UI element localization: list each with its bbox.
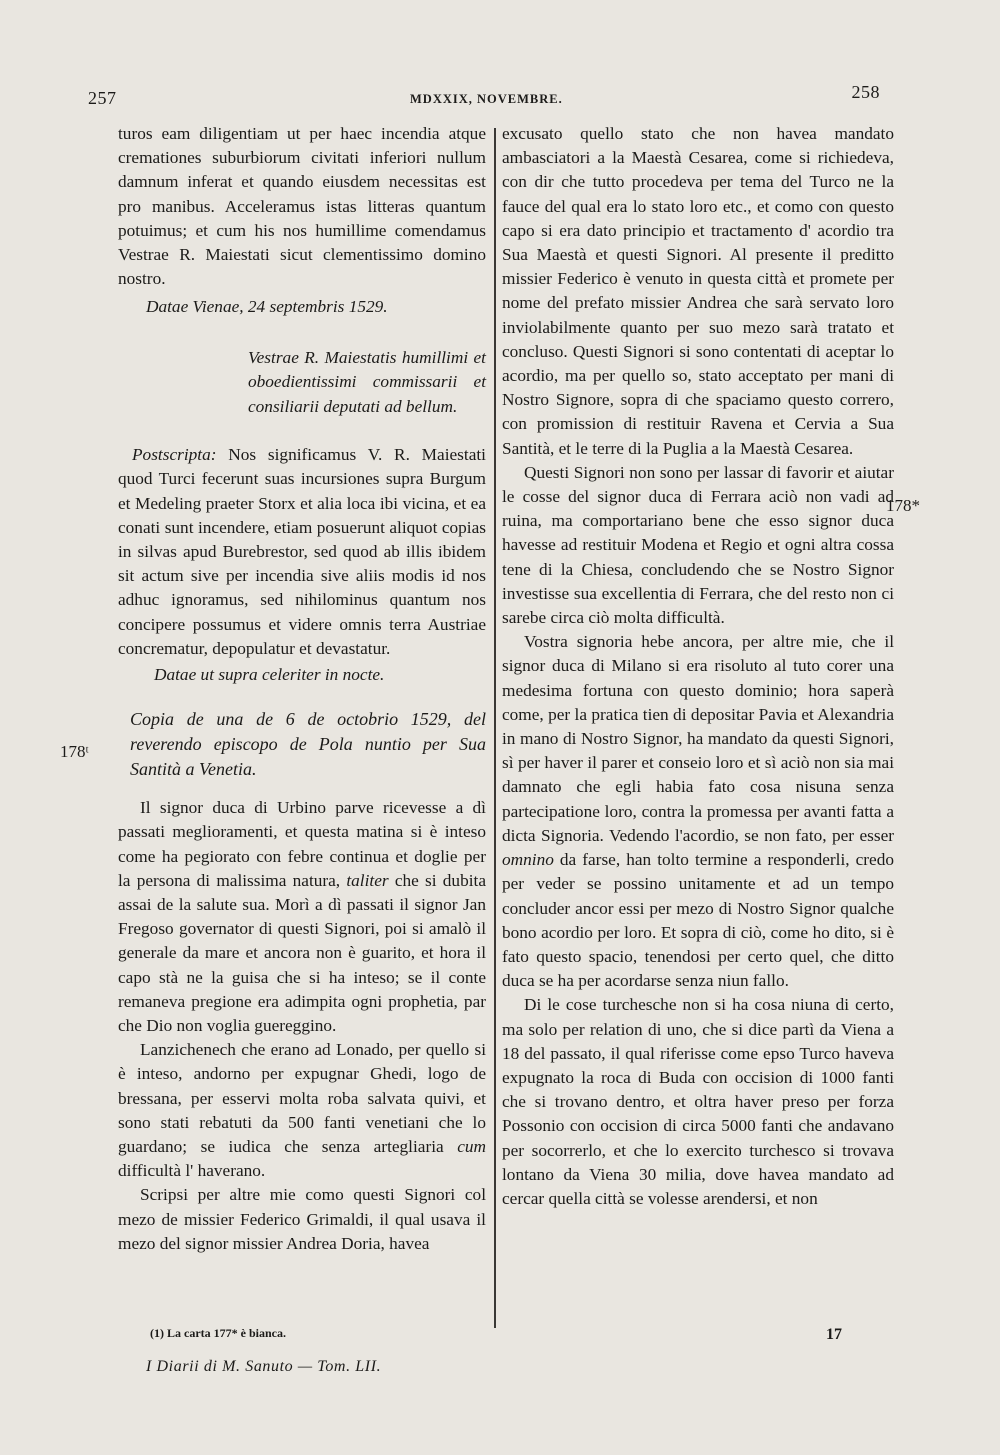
signature-mark: 17 bbox=[826, 1326, 842, 1343]
postscript-label: Postscripta: bbox=[132, 445, 217, 465]
text-span: Lanzichenech che erano ad Lonado, per quello si è inteso, andorno per expugnar Ghedi, logo de bressana, per esservi molta roba salvata quivi, et sono stati rebatuti da 500 fanti venetiani che lo guardano; se iudica che senza artegliaria bbox=[118, 1040, 486, 1156]
margin-note-left: 178ᵗ bbox=[60, 742, 89, 761]
right-column bbox=[502, 122, 894, 1211]
paragraph bbox=[118, 1038, 486, 1183]
paragraph bbox=[502, 630, 894, 993]
book-title-footer: I Diarii di M. Sanuto — Tom. LII. bbox=[146, 1358, 382, 1375]
paragraph bbox=[118, 796, 486, 1038]
paragraph: excusato quello stato che non havea mandato ambasciatori a la Maestà Cesarea, come si richiedeva, con dir che tutto procedeva per tema del Turco ne la fauce del qual era lo stato loro etc., et como con questo capo si era dato principio et tractamento d' acordio tra Sua Maestà et questi Signori. Al presente il preditto missier Federico è venuto in questa città et promete per nome del prefato missier Andrea che sarà servato loro inviolabilmente quanto per suo mezo sarà tratato et concluso. Questi Signori si sono contentati di aceptar lo acordio, ma per quello so, stato acceptato per mani di Nostro Signore, sopra di che spaciamo questo correro, con promission di restituir Ravena et Cervia a Sua Santità, et le terre di la Puglia a la Maestà Cesarea. bbox=[502, 124, 894, 458]
column-divider bbox=[494, 128, 496, 1328]
text-span: Vostra signoria hebe ancora, per altre mie, che il signor duca di Milano si era risoluto al tuto corer una medesima fortuna con questo dominio; hora saperà come, per la pratica tien di depositar Pavia et Alexandria in mano di Nostro Signor, ha mandato da questi Signori, sì per haver il parer et conseio loro et sì aciò non sia mai damnato che egli habia fato cosa nisuna senza partecipatione loro, contra la promessa per avanti fatta a dicta Signoria. Vedendo l'acordio, se non fato, per esser bbox=[502, 632, 894, 845]
page-number-left: 257 bbox=[88, 88, 117, 108]
dateline: Datae Vienae, 24 septembris 1529. bbox=[146, 297, 388, 317]
paragraph: turos eam diligentiam ut per haec incendia atque cremationes suburbiorum civitati inferiori nullum damnum inferat et quando eiusdem necessitas est pro manibus. Acceleramus istas litteras quantum potuimus; et cum his nos humillime comendamus Vestrae R. Maiestati sicut clementissimo domino nostro. bbox=[118, 124, 486, 289]
postscript-text: Nos significamus V. R. Maiestati quod Turci fecerunt suas incursiones supra Burgum et Medeling praeter Storx et alia loca ibi vicina, et ea conati sunt incendere, etiam posuerunt aliquot copias in silvas apud Burebrestor, sed quod ab illis ibidem sit actum sive per incendia sive aliis modis id nos adhuc ignoramus, sed nihilominus quantum nos concipere possumus et videre omnis terra Austriae concrematur, depopulatur et devastatur. bbox=[118, 445, 486, 658]
italic-span: taliter bbox=[346, 870, 389, 890]
paragraph: Questi Signori non sono per lassar di favorir et aiutar le cosse del signor duca di Ferrara aciò non vadi ad ruina, ma comportariano bene che esso signor duca havesse ad restituir Modena et Regio et ogni altra cossa tene di la Chiesa, concludendo che se Nostro Signor investisse sua excellentia di Ferrara, che del resto non ci sarebe circa ciò molta difficultà. bbox=[502, 462, 894, 628]
signature-block: Vestrae R. Maiestatis humillimi et oboedientissimi commissarii et consiliarii deputati ad bellum. bbox=[248, 347, 486, 416]
postscript bbox=[118, 443, 486, 661]
paragraph: Scripsi per altre mie como questi Signori col mezo de missier Federico Grimaldi, il qual usava il mezo del signor missier Andrea Doria, havea bbox=[118, 1185, 486, 1253]
page-number-right: 258 bbox=[851, 82, 880, 102]
footnote: (1) La carta 177* è bianca. bbox=[150, 1326, 286, 1340]
text-span: Il signor duca di Urbino parve ricevesse a dì passati meglioramenti, et questa matina si è inteso come ha pegiorato con febre continua et doglie per la persona di malissima natura, bbox=[118, 798, 486, 890]
italic-span: omnino bbox=[502, 850, 554, 870]
italic-span: cum bbox=[457, 1137, 486, 1156]
left-column bbox=[118, 122, 486, 1256]
page-header bbox=[80, 82, 880, 112]
letter-heading: Copia de una de 6 de octobrio 1529, del reverendo episcopo de Pola nuntio per Sua Santità a Venetia. bbox=[130, 709, 486, 780]
text-span: da farse, han tolto termine a responderli, credo per veder se possino unitamente et ad un tempo concluder ancor essi per mezo di Nostro Signor qualche bono acordio per loro. Et sopra di ciò, come ho dito, si è fato questo spacio, tenendosi per certo quel, che ditto duca se ha per acordarse senza niun fallo. bbox=[502, 850, 894, 991]
paragraph: Di le cose turchesche non si ha cosa niuna di certo, ma solo per relation di uno, che si dice partì da Viena a 18 del passato, il qual riferisse come epso Turco haveva expugnato la roca di Buda con occision di 1000 fanti che si trovano dentro, et oltra haver preso per forza Possonio con occision di circa 5000 fanti che andavano per socorrerlo, et che lo exercito turchesco si trovava lontano da Viena 30 milia, dove havea mandato ad cercar quella città se volesse arendersi, et non bbox=[502, 995, 894, 1208]
postscript-date: Datae ut supra celeriter in nocte. bbox=[154, 664, 385, 684]
margin-note-right: 178* bbox=[886, 496, 920, 515]
running-title: MDXXIX, NOVEMBRE. bbox=[410, 92, 563, 106]
text-span: che si dubita assai de la salute sua. Morì a dì passati il signor Jan Fregoso governator di questi Signori, poi si amalò il generale da mare et ancora non è guarito, et hora il capo stà ne la guisa che si ha inteso; se il conte remaneva pregione era adimpita ogni prophetia, par che Dio non voglia guereggino. bbox=[118, 870, 486, 1035]
text-span: difficultà l' haverano. bbox=[118, 1161, 266, 1181]
